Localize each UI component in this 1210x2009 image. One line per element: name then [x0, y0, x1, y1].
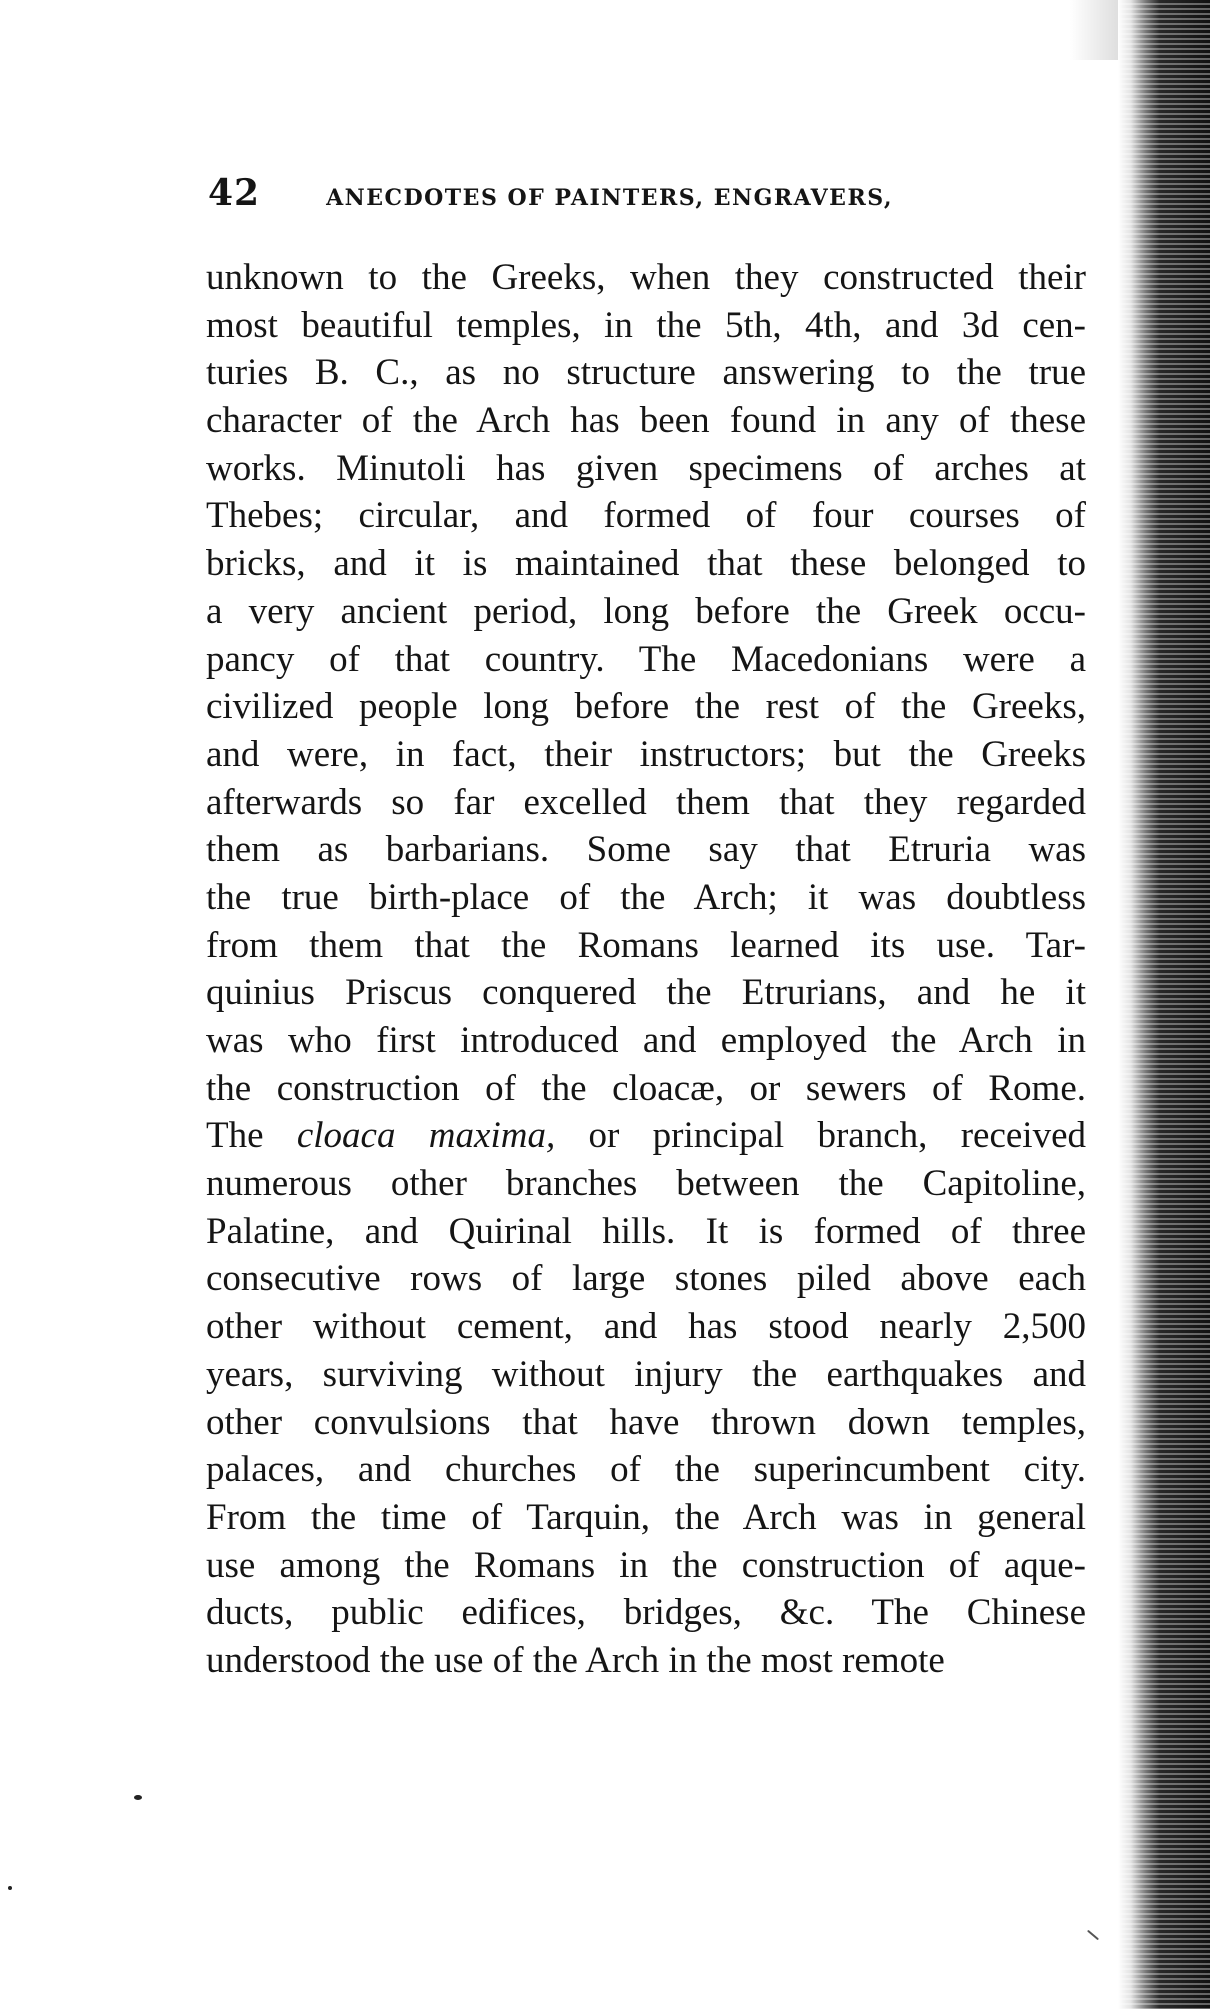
text-line: the true birth-place of the Arch; it was doubtless — [206, 876, 1086, 918]
ink-speck — [1087, 1930, 1099, 1941]
line-suffix: or principal branch, received — [588, 1115, 1087, 1157]
page-edge-shadow — [1118, 0, 1210, 2009]
text-line: unknown to the Greeks, when they constructed their — [206, 257, 1086, 298]
italic-phrase: cloaca maxima, — [296, 1115, 556, 1157]
ink-speck — [134, 1795, 142, 1800]
running-head — [208, 172, 1088, 218]
text-line-with-italic — [206, 1112, 1086, 1160]
text-line: from them that the Romans learned its use. Tar- — [206, 924, 1086, 966]
text-line: the construction of the cloacæ, or sewers of Rome. — [206, 1067, 1086, 1109]
text-line: afterwards so far excelled them that they regarded — [206, 781, 1086, 823]
text-line: palaces, and churches of the superincumbent city. — [206, 1449, 1086, 1491]
line-prefix: The — [206, 1115, 264, 1157]
text-line: From the time of Tarquin, the Arch was in general — [206, 1496, 1086, 1538]
text-line: was who first introduced and employed the Arch in — [206, 1020, 1086, 1061]
ink-speck — [8, 1886, 12, 1890]
text-line: ducts, public edifices, bridges, &c. The Chinese — [206, 1592, 1086, 1634]
text-line: works. Minutoli has given specimens of arches at — [206, 447, 1086, 489]
body-text — [206, 254, 1086, 1685]
text-line: other without cement, and has stood nearly 2,500 — [206, 1306, 1086, 1348]
text-line: consecutive rows of large stones piled above each — [206, 1258, 1086, 1300]
text-line: use among the Romans in the construction of aque- — [206, 1544, 1086, 1586]
running-title: ANECDOTES OF PAINTERS, ENGRAVERS, — [326, 185, 893, 211]
text-line: most beautiful temples, in the 5th, 4th, and 3d cen- — [206, 304, 1086, 346]
text-line: turies B. C., as no structure answering to the true — [206, 352, 1086, 394]
text-line: years, surviving without injury the earthquakes and — [206, 1353, 1086, 1395]
text-line: quinius Priscus conquered the Etrurians, and he it — [206, 972, 1086, 1014]
text-line: a very ancient period, long before the Greek occu- — [206, 590, 1086, 632]
text-line: pancy of that country. The Macedonians were a — [206, 638, 1086, 680]
text-line: character of the Arch has been found in any of these — [206, 400, 1086, 442]
text-line: Thebes; circular, and formed of four courses of — [206, 495, 1086, 537]
page-number: 42 — [208, 172, 261, 214]
text-line: them as barbarians. Some say that Etruria was — [206, 829, 1086, 871]
text-line: and were, in fact, their instructors; but the Greeks — [206, 733, 1086, 775]
text-line: bricks, and it is maintained that these belonged to — [206, 543, 1086, 585]
text-line: numerous other branches between the Capitoline, — [206, 1163, 1086, 1205]
text-line: other convulsions that have thrown down temples, — [206, 1401, 1086, 1443]
text-line: Palatine, and Quirinal hills. It is formed of three — [206, 1210, 1086, 1252]
text-line: civilized people long before the rest of the Greeks, — [206, 686, 1086, 728]
text-line: understood the use of the Arch in the most remote — [206, 1639, 945, 1681]
